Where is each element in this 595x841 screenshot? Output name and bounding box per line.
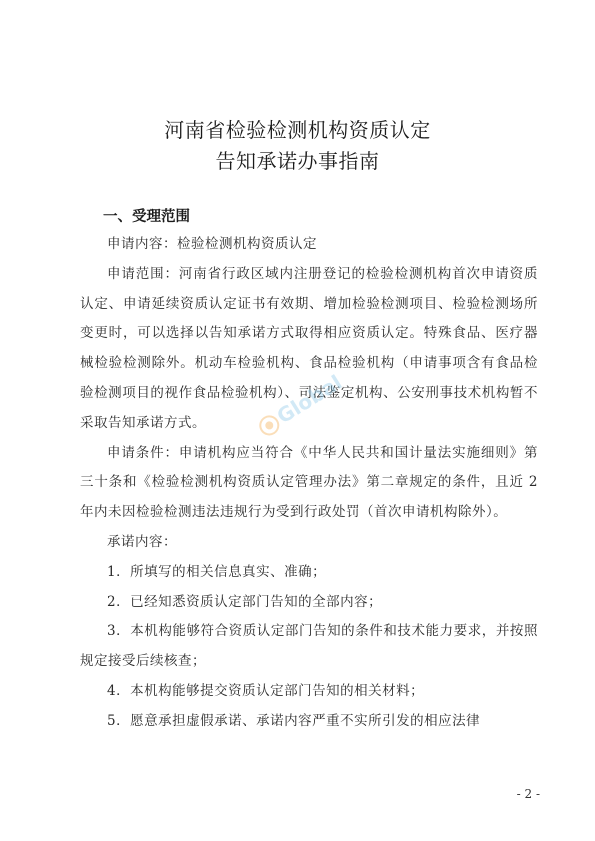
page-number: - 2 - <box>516 787 540 801</box>
paragraph-application-conditions: 申请条件：申请机构应当符合《中华人民共和国计量法实施细则》第三十条和《检验检测机构资质认定管理办法》第二章规定的条件，且近 2 年内未因检验检测违法违规行为受到行政处罚（首次申请机构除外）。 <box>80 444 538 521</box>
document-title-line1: 河南省检验检测机构资质认定 <box>164 118 431 142</box>
document-title-line2: 告知承诺办事指南 <box>215 149 380 173</box>
paragraph-application-content: 申请内容：检验检测机构资质认定 <box>107 236 317 252</box>
section-heading: 一、受理范围 <box>103 209 190 225</box>
commitment-item-2: 2．已经知悉资质认定部门告知的全部内容； <box>107 593 383 610</box>
paragraph-application-scope: 申请范围：河南省行政区域内注册登记的检验检测机构首次申请资质认定、申请延续资质认定证书有效期、增加检验检测项目、检验检测场所变更时，可以选择以告知承诺方式取得相应资质认定。特殊食品、医疗器械检验检测除外。机动车检验机构、食品检验机构（申请事项含有食品检验检测项目的视作食品检验机构）、司法鉴定机构、公安刑事技术机构暂不采取告知承诺方式。 <box>80 265 538 431</box>
paragraph-commitment-heading: 承诺内容： <box>107 533 177 550</box>
commitment-item-5: 5．愿意承担虚假承诺、承诺内容严重不实所引发的相应法律 <box>107 712 481 729</box>
watermark-text: Global <box>272 370 347 429</box>
commitment-item-3: 3．本机构能够符合资质认定部门告知的条件和技术能力要求，并按照规定接受后续核查； <box>80 623 538 670</box>
commitment-item-4: 4．本机构能够提交资质认定部门告知的相关材料； <box>107 682 425 699</box>
commitment-item-1: 1．所填写的相关信息真实、准确； <box>107 563 327 580</box>
document-body <box>80 230 538 737</box>
